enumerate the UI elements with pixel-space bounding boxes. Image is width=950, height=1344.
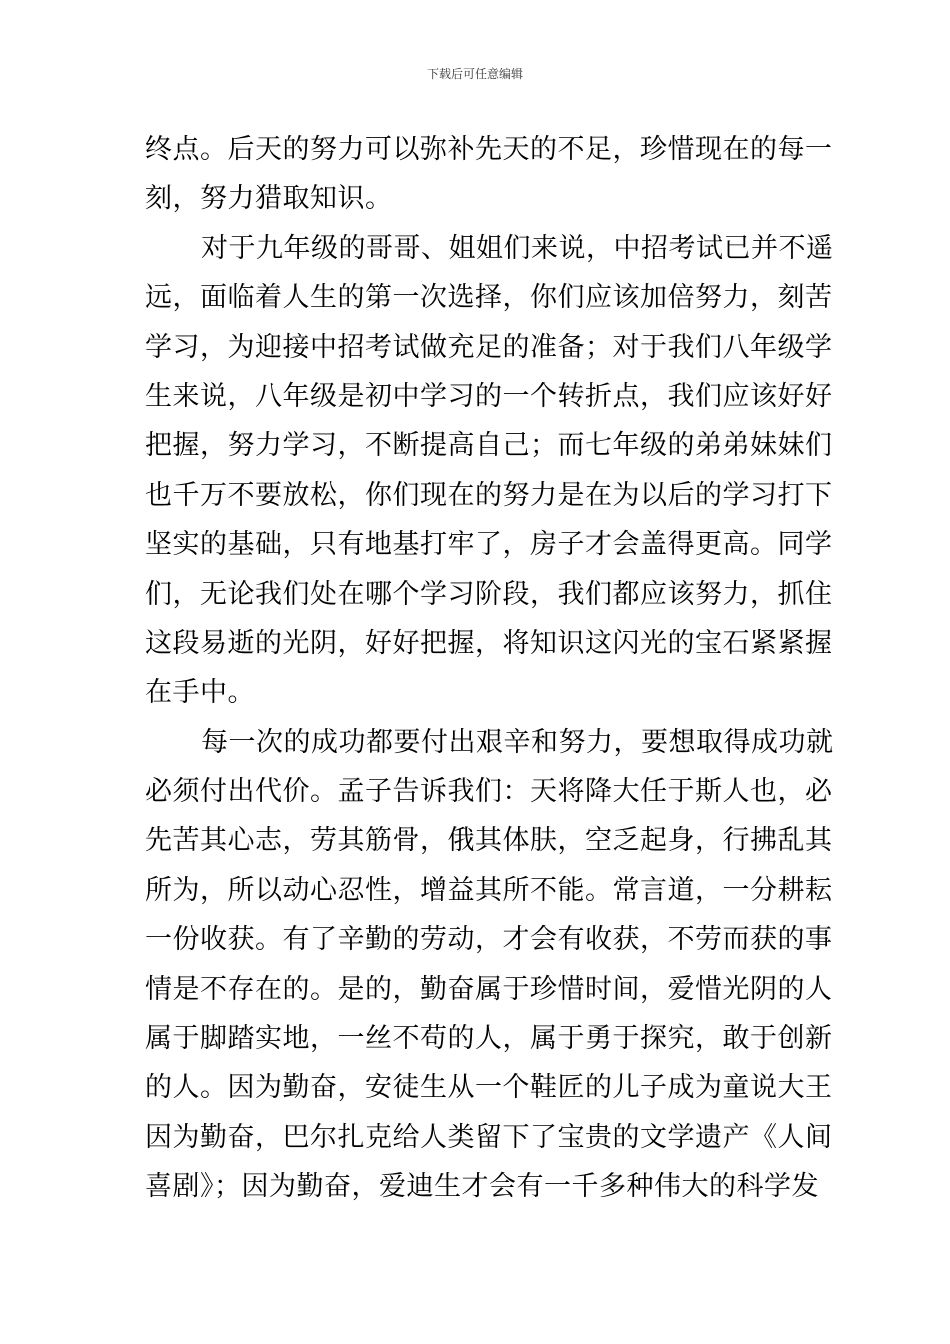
text-line: 在手中。 (145, 677, 255, 709)
text-line: 的人。因为勤奋，安徒生从一个鞋匠的儿子成为童说大王 (145, 1072, 833, 1104)
text-line: 终点。后天的努力可以弥补先天的不足，珍惜现在的每一 (145, 134, 833, 165)
text-line: 们，无论我们处在哪个学习阶段，我们都应该努力，抓住 (145, 578, 833, 610)
text-line: 也千万不要放松，你们现在的努力是在为以后的学习打下 (145, 479, 833, 511)
text-line: 属于脚踏实地，一丝不苟的人，属于勇于探究，敢于创新 (145, 1023, 833, 1055)
text-line: 坚实的基础，只有地基打牢了，房子才会盖得更高。同学 (145, 529, 833, 561)
text-line: 远，面临着人生的第一次选择，你们应该加倍努力，刻苦 (145, 282, 833, 314)
text-line: 情是不存在的。是的，勤奋属于珍惜时间，爱惜光阴的人 (145, 973, 833, 1005)
text-line: 这段易逝的光阴，好好把握，将知识这闪光的宝石紧紧握 (145, 627, 833, 659)
page-header-note: 下载后可任意编辑 (426, 67, 523, 81)
text-line: 因为勤奋，巴尔扎克给人类留下了宝贵的文学遗产《人间 (145, 1121, 833, 1153)
text-line: 刻，努力猎取知识。 (145, 183, 393, 215)
body-text (145, 125, 834, 1212)
text-line: 先苦其心志，劳其筋骨，俄其体肤，空乏起身，行拂乱其 (145, 825, 833, 857)
paragraph-start-line: 每一次的成功都要付出艰辛和努力，要想取得成功就 (201, 726, 834, 758)
text-line: 把握，努力学习，不断提高自己；而七年级的弟弟妹妹们 (145, 430, 833, 462)
text-line: 必须付出代价。孟子告诉我们：天将降大任于斯人也，必 (145, 776, 833, 808)
paragraph-start-line: 对于九年级的哥哥、姐姐们来说，中招考试已并不遥 (201, 232, 834, 264)
text-line: 所为，所以动心忍性，增益其所不能。常言道，一分耕耘 (145, 874, 833, 906)
text-line: 喜剧》；因为勤奋，爱迪生才会有一千多种伟大的科学发 (145, 1171, 819, 1203)
text-line: 学习，为迎接中招考试做充足的准备；对于我们八年级学 (145, 331, 833, 363)
text-line: 一份收获。有了辛勤的劳动，才会有收获，不劳而获的事 (145, 924, 833, 956)
text-line: 生来说，八年级是初中学习的一个转折点，我们应该好好 (145, 380, 833, 412)
